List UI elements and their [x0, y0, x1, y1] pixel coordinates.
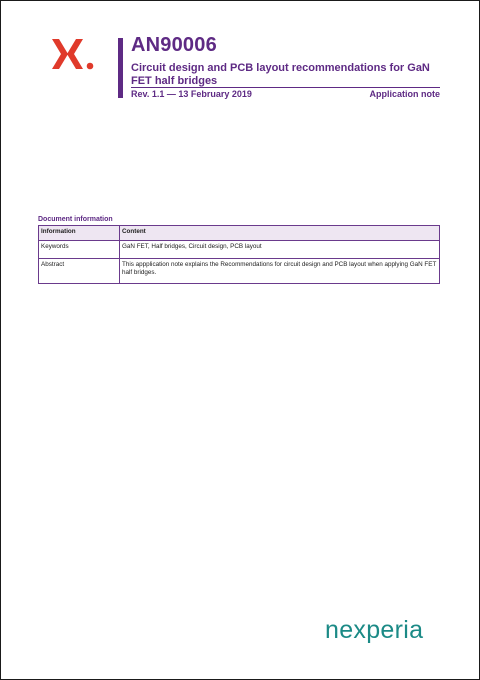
document-type: Application note	[369, 89, 440, 99]
nexperia-wordmark-logo	[325, 616, 443, 644]
header-rule	[131, 87, 440, 88]
column-header-content: Content	[120, 226, 440, 241]
document-title: Circuit design and PCB layout recommendations for GaN FET half bridges	[131, 62, 430, 87]
document-information-heading: Document information	[38, 216, 113, 223]
document-information-table	[38, 225, 440, 284]
table-row-keywords	[39, 241, 440, 259]
table-header-row	[39, 226, 440, 241]
row-label: Keywords	[39, 241, 120, 259]
row-content: This appplication note explains the Recommendations for circuit design and PCB layout when applying GaN FET half bridges.	[120, 259, 440, 284]
accent-bar	[118, 38, 123, 98]
brand-wordmark: nexperia	[325, 616, 424, 644]
row-label: Abstract	[39, 259, 120, 284]
column-header-information: Information	[39, 226, 120, 241]
revision-date: Rev. 1.1 — 13 February 2019	[131, 89, 252, 99]
row-content: GaN FET, Half bridges, Circuit design, PCB layout	[120, 241, 440, 259]
nexperia-x-logo-icon	[49, 37, 95, 71]
table-row-abstract	[39, 259, 440, 284]
document-id: AN90006	[131, 34, 217, 56]
